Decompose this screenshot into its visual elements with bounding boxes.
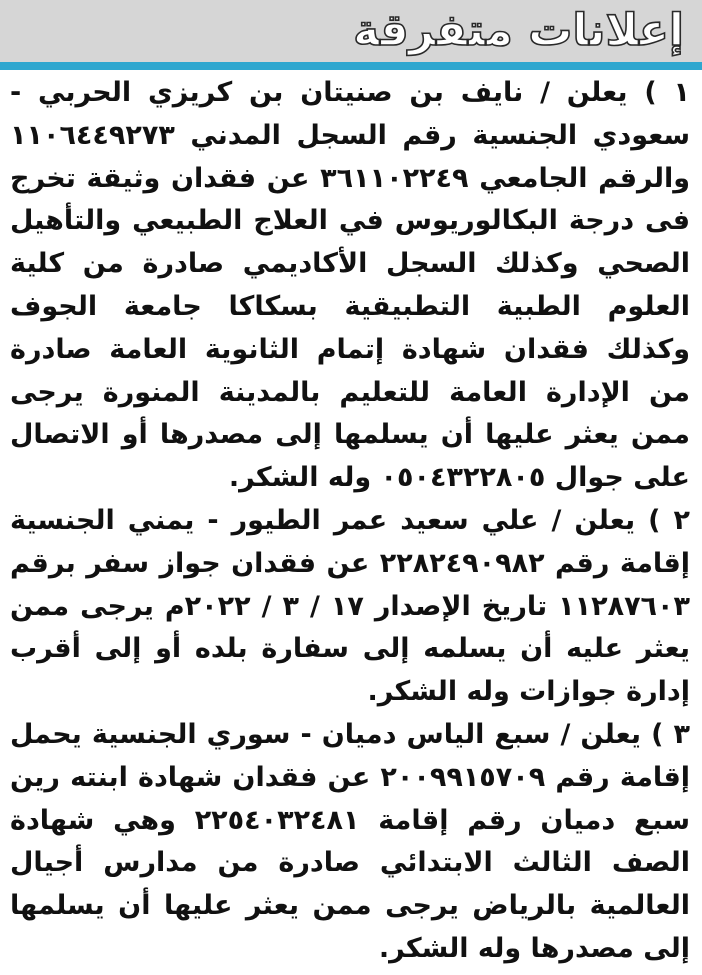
ad-number: ٣ ) xyxy=(651,718,690,750)
ad-number: ٢ ) xyxy=(648,504,690,536)
accent-divider xyxy=(0,62,702,70)
ad-item-2 xyxy=(10,500,690,714)
ad-text: يعلن / علي سعيد عمر الطيور - يمني الجنسية إقامة رقم ٢٢٨٢٤٩٠٩٨٢ عن فقدان جواز سفر برقم ١١٢٨٧٦٠٣ تاريخ الإصدار ١٧ / ٣ / ٢٠٢٢م يرجى ممن يعثر عليه أن يسلمه إلى سفارة بلده أو إلى أقرب إدارة جوازات وله الشكر. xyxy=(10,504,691,708)
ad-text: يعلن / نايف بن صنيتان بن كريزي الحربي - سعودي الجنسية رقم السجل المدني ١١٠٦٤٤٩٢٧٣ والرقم الجامعي ٣٦١١٠٢٢٤٩ عن فقدان وثيقة تخرج فى درجة البكالوريوس في العلاج الطبيعي والتأهيل الصحي وكذلك السجل الأكاديمي صادرة من كلية العلوم الطبية التطبيقية بسكاكا جامعة الجوف وكذلك فقدان شهادة إتمام الثانوية العامة صادرة من الإدارة العامة للتعليم بالمدينة المنورة يرجى ممن يعثر عليها أن يسلمها إلى مصدرها أو الاتصال على جوال ٠٥٠٤٣٢٢٨٠٥ وله الشكر. xyxy=(10,77,690,494)
ad-number: ١ ) xyxy=(644,77,691,108)
section-header xyxy=(0,0,702,62)
section-title: إعلانات متفرقة xyxy=(353,5,684,56)
ad-text: يعلن / سبع الياس دميان - سوري الجنسية يحمل إقامة رقم ٢٠٠٩٩١٥٧٠٩ عن فقدان شهادة ابنته رين سبع دميان رقم إقامة ٢٢٥٤٠٣٢٤٨١ وهي شهادة الصف الثالث الابتدائي صادرة من مدارس أجيال العالمية بالرياض يرجى ممن يعثر عليها أن يسلمها إلى مصدرها وله الشكر. xyxy=(10,718,691,964)
classified-ads-list xyxy=(10,72,690,971)
ad-item-1 xyxy=(10,72,690,500)
ad-item-3 xyxy=(10,714,690,971)
